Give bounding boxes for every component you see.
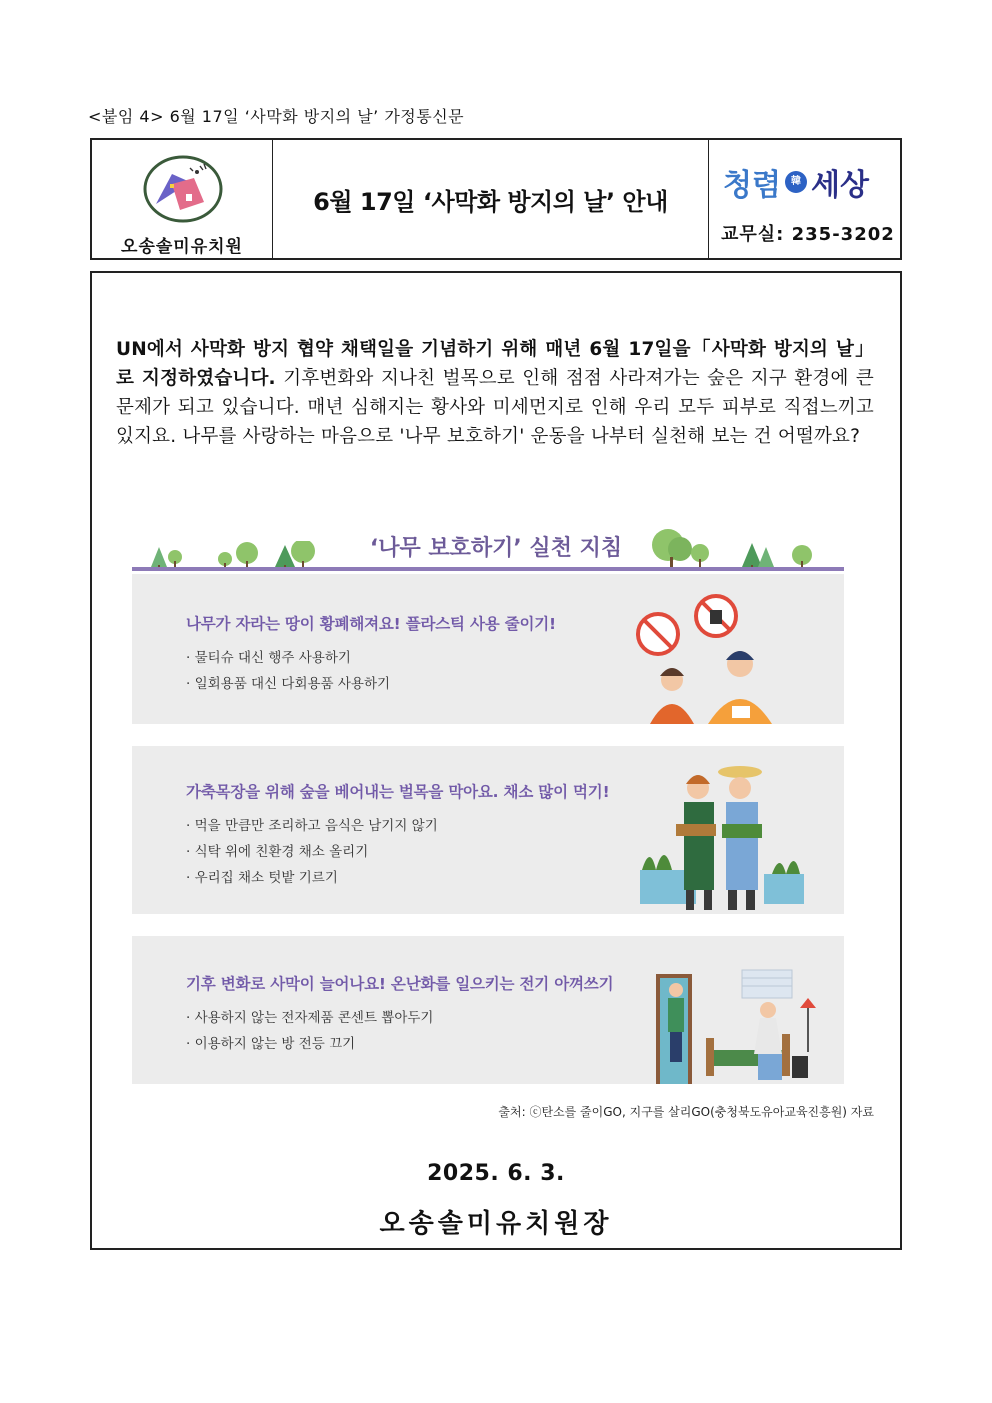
- panel-item: · 먹을 만큼만 조리하고 음식은 남기지 않기: [186, 814, 438, 834]
- header-table: [90, 138, 902, 260]
- brand-mark-icon: 韓: [785, 171, 807, 193]
- room-illustration-icon: [642, 960, 822, 1084]
- attachment-label: <붙임 4> 6월 17일 ‘사막화 방지의 날’ 가정통신문: [88, 107, 465, 126]
- school-logo-icon: [142, 154, 224, 224]
- page-title: 6월 17일 ‘사막화 방지의 날’ 안내: [313, 187, 668, 216]
- guide-panel-electricity: [132, 936, 844, 1084]
- panel-heading: 나무가 자라는 땅이 황폐해져요! 플라스틱 사용 줄이기!: [186, 615, 556, 633]
- panel-item: · 이용하지 않는 방 전등 끄기: [186, 1032, 355, 1052]
- brand-text-2: 세상: [810, 168, 869, 203]
- contact-cell: [709, 140, 900, 258]
- panel-item: · 식탁 위에 친환경 채소 올리기: [186, 840, 368, 860]
- intro-bold-text: UN에서 사막화 방지 협약 채택일을 기념하기 위해 매년 6월 17일을「사막화 방지의 날」로 지정하였습니다.: [116, 339, 874, 389]
- office-phone: 교무실: 235-3202: [721, 224, 895, 245]
- guide-panel-vegetables: [132, 746, 844, 914]
- guide-divider: [132, 567, 844, 571]
- main-content-box: [90, 271, 902, 1250]
- panel-heading: 가축목장을 위해 숲을 베어내는 벌목을 막아요. 채소 많이 먹기!: [186, 783, 610, 801]
- title-cell: [273, 140, 709, 258]
- school-name: 오송솔미유치원: [121, 237, 243, 257]
- document-date: 2025. 6. 3.: [427, 1161, 565, 1186]
- panel-item: · 사용하지 않는 전자제품 콘센트 뽑아두기: [186, 1006, 433, 1026]
- integrity-brand-logo: [723, 160, 869, 204]
- panel-heading: 기후 변화로 사막이 늘어나요! 온난화를 일으키는 전기 아껴쓰기: [186, 975, 614, 993]
- panel-item: · 물티슈 대신 행주 사용하기: [186, 646, 351, 666]
- school-logo-cell: [92, 140, 273, 258]
- no-plastic-illustration-icon: [632, 594, 812, 724]
- panel-item: · 우리집 채소 텃밭 기르기: [186, 866, 338, 886]
- intro-text: 기후변화와 지나친 벌목으로 인해 점점 사라져가는 숲은 지구 환경에 큰 문제가 되고 있습니다. 매년 심해지는 황사와 미세먼지로 인해 우리 모두 피부로 직접느끼고 있지요. 나무를 사랑하는 마음으로 '나무 보호하기' 운동을 나부터 실천해 보는 건 어떨까요?: [116, 368, 875, 447]
- source-citation: 출처: ⓒ탄소를 줄이GO, 지구를 살리GO(충청북도유아교육진흥원) 자료: [498, 1105, 874, 1119]
- guide-panel-plastic: [132, 574, 844, 724]
- signer-name: 오송솔미유치원장: [379, 1209, 613, 1239]
- guide-title: ‘나무 보호하기’ 실천 지침: [369, 536, 623, 561]
- farmers-illustration-icon: [632, 762, 812, 914]
- brand-text-1: 청렴: [723, 168, 781, 203]
- panel-item: · 일회용품 대신 다회용품 사용하기: [186, 672, 390, 692]
- intro-paragraph: [116, 335, 874, 451]
